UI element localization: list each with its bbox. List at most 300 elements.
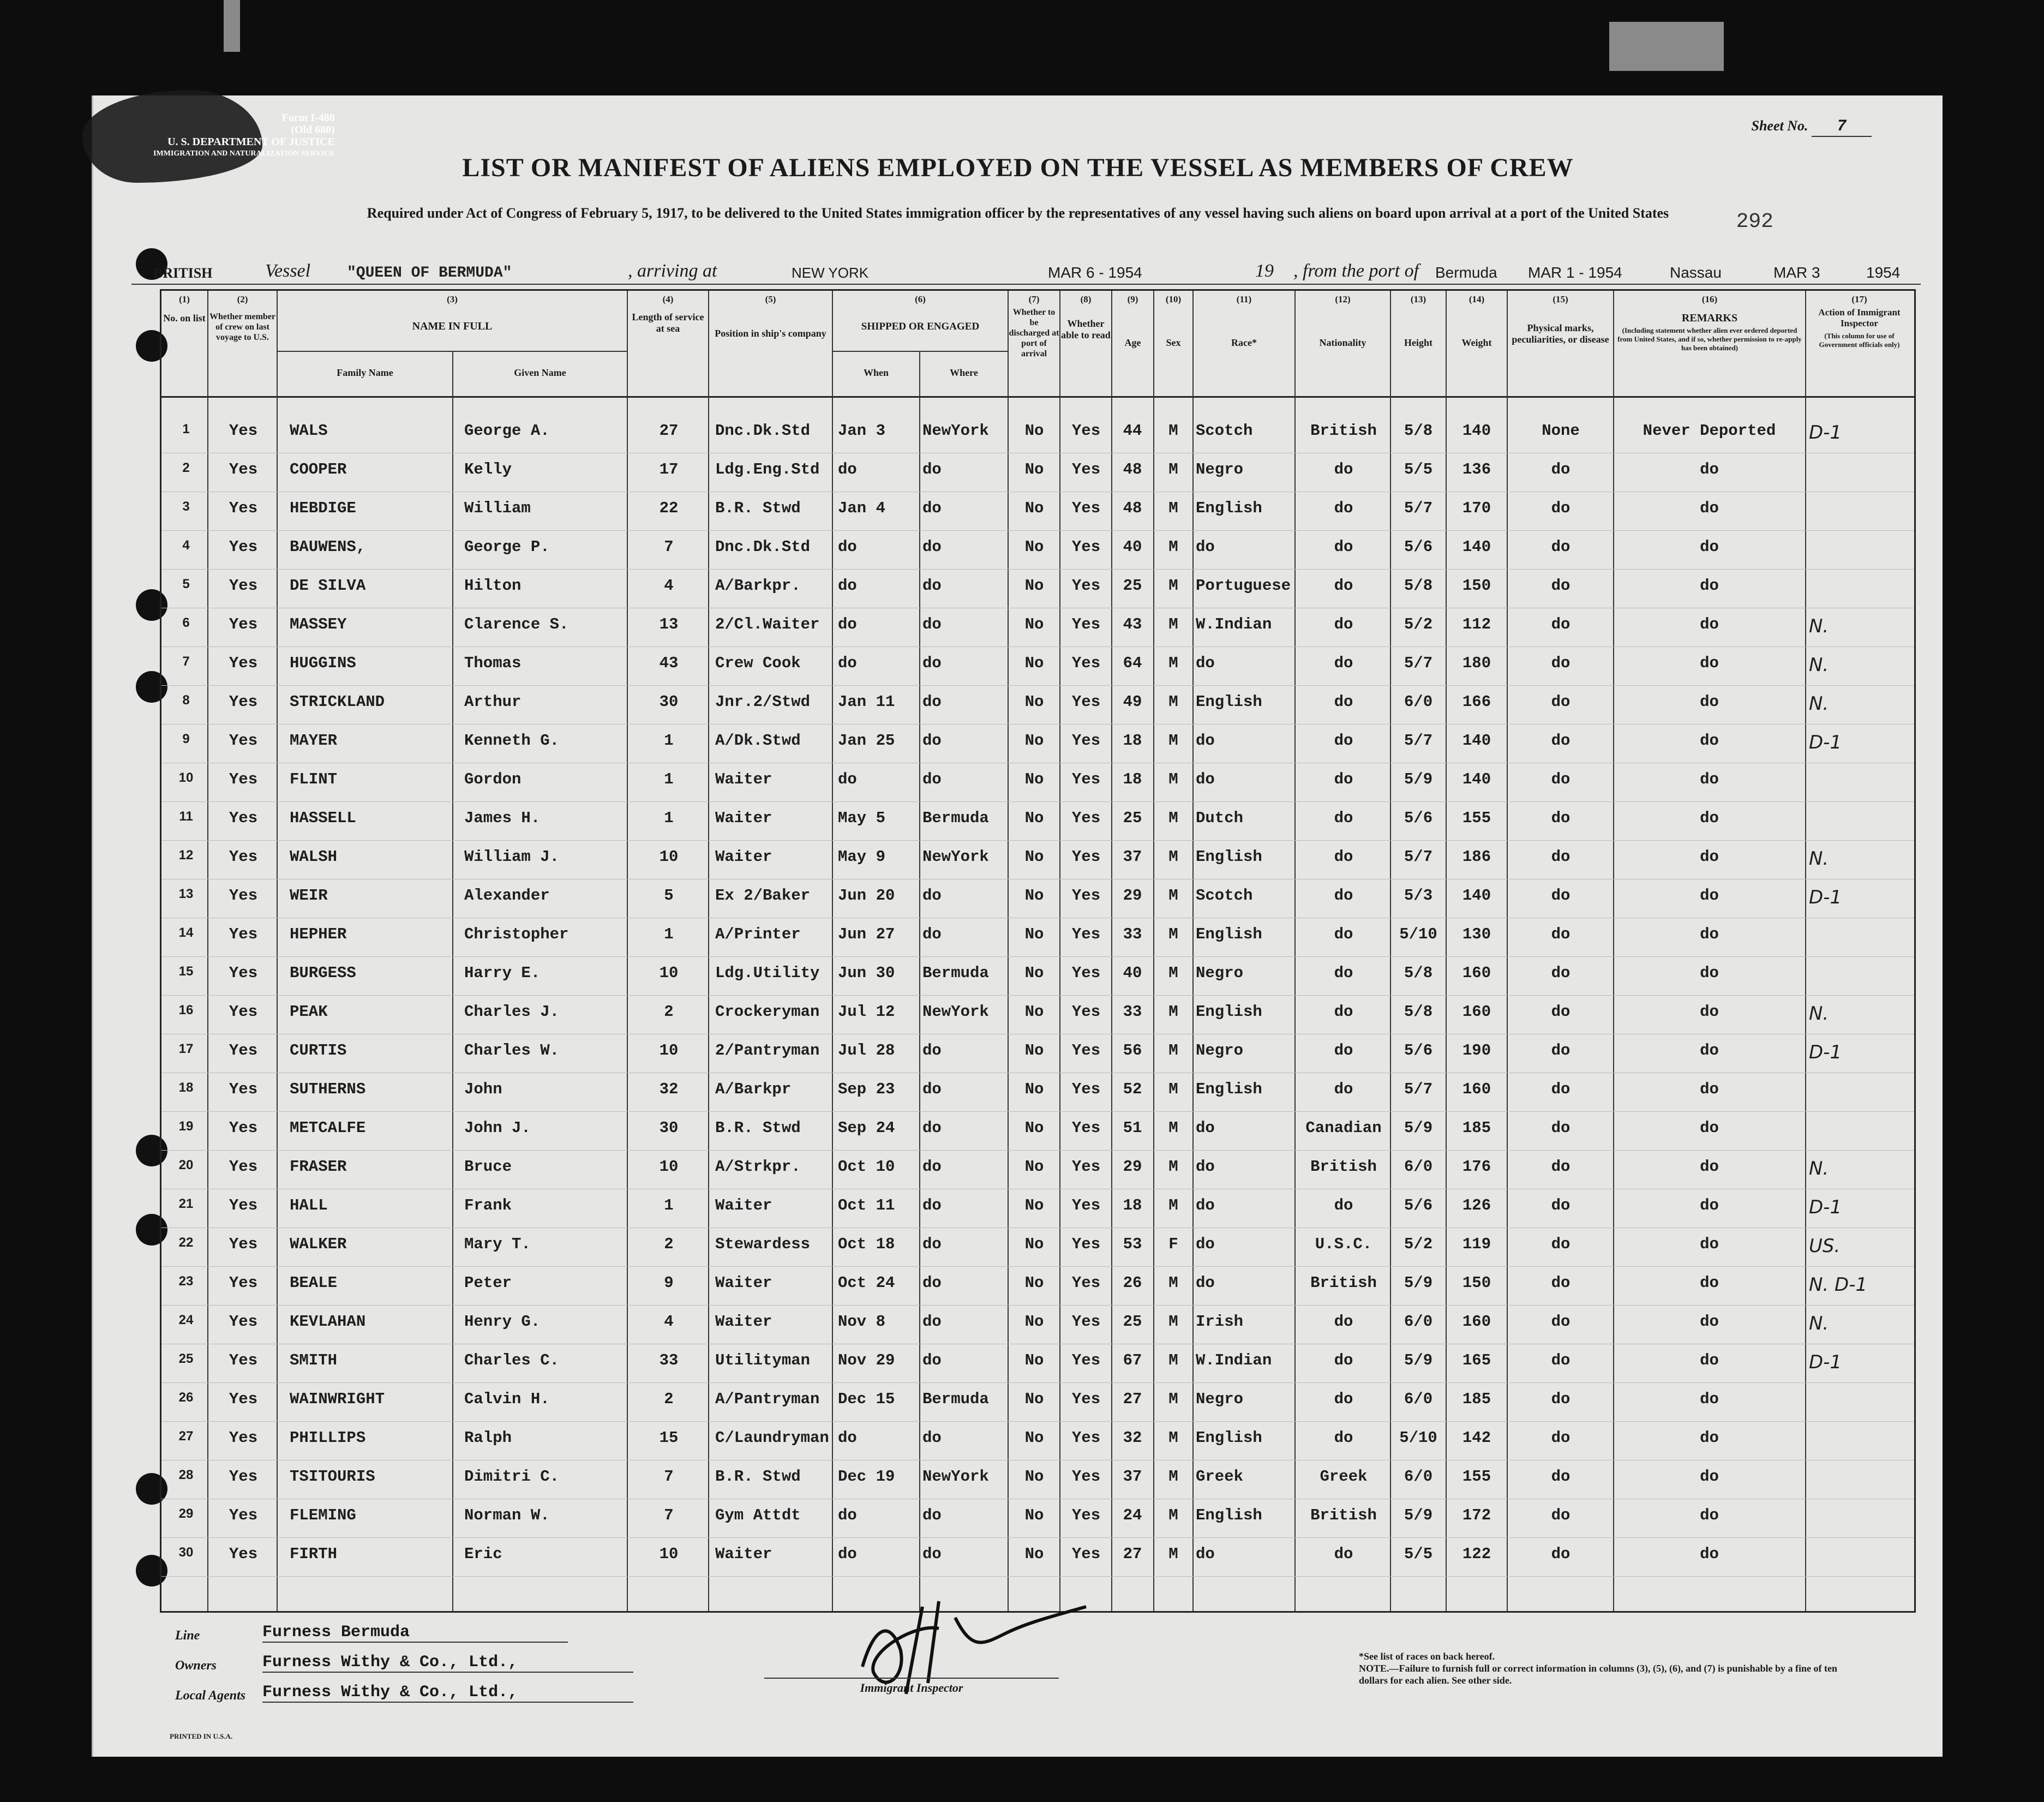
service-cell: 7	[664, 1506, 674, 1524]
col-header-action: Action of Immigrant Inspector	[1818, 307, 1901, 328]
column-rule	[1613, 291, 1614, 1611]
remarks-cell: do	[1700, 770, 1719, 788]
family-name-cell: COOPER	[290, 460, 347, 478]
shipped-when-cell: Jul 12	[838, 1003, 895, 1021]
sex-cell: M	[1168, 1119, 1178, 1137]
race-cell: English	[1196, 1506, 1262, 1524]
shipped-when-cell: Dec 19	[838, 1468, 895, 1486]
service-cell: 2	[664, 1003, 674, 1021]
discharge-cell: No	[1024, 499, 1044, 517]
given-name-cell: Frank	[464, 1196, 512, 1214]
service-cell: 1	[664, 1196, 674, 1214]
marks-cell: do	[1551, 654, 1571, 672]
height-cell: 5/9	[1404, 770, 1433, 788]
shipped-when-cell: Jan 11	[838, 693, 895, 711]
weight-cell: 160	[1462, 1003, 1491, 1021]
nationality-cell: do	[1334, 538, 1353, 556]
given-name-cell: Ralph	[464, 1429, 512, 1447]
penalty-note: NOTE.—Failure to furnish full or correct information in columns (3), (5), (6), and (7) is punishable by a fine of ten dollars for each alien. See other side.	[1359, 1663, 1838, 1686]
race-cell: English	[1196, 848, 1262, 866]
sex-cell: M	[1168, 1429, 1178, 1447]
marks-cell: do	[1551, 848, 1571, 866]
shipped-where-cell: do	[922, 1158, 942, 1176]
height-cell: 5/10	[1399, 925, 1437, 943]
position-cell: A/Printer	[715, 925, 801, 943]
row-number: 16	[178, 1003, 194, 1017]
given-name-cell: Christopher	[464, 925, 569, 943]
discharge-cell: No	[1024, 1545, 1044, 1563]
crew-cell: Yes	[229, 577, 258, 595]
height-cell: 5/9	[1404, 1506, 1433, 1524]
family-name-cell: KEVLAHAN	[290, 1313, 366, 1331]
col-header-position: Position in ship's company	[715, 328, 826, 339]
sex-cell: M	[1168, 887, 1178, 905]
second-date: MAR 3	[1773, 264, 1820, 281]
row-number: 12	[178, 848, 194, 863]
given-name-cell: Thomas	[464, 654, 522, 672]
arriving-label: , arriving at	[628, 261, 717, 281]
remarks-cell: do	[1700, 615, 1719, 633]
marks-cell: do	[1551, 1506, 1571, 1524]
shipped-when-cell: do	[838, 1506, 857, 1524]
shipped-when-cell: Dec 15	[838, 1390, 895, 1408]
column-rule	[1192, 291, 1194, 1611]
read-cell: Yes	[1071, 654, 1101, 672]
service-cell: 17	[659, 460, 679, 478]
race-cell: Dutch	[1196, 809, 1244, 827]
shipped-where-cell: Bermuda	[922, 809, 989, 827]
row-number: 24	[178, 1313, 194, 1327]
position-cell: A/Dk.Stwd	[715, 732, 801, 750]
marks-cell: do	[1551, 1196, 1571, 1214]
age-cell: 49	[1123, 693, 1142, 711]
discharge-cell: No	[1024, 887, 1044, 905]
shipped-where-cell: do	[922, 732, 942, 750]
remarks-cell: do	[1700, 887, 1719, 905]
weight-cell: 142	[1462, 1429, 1491, 1447]
race-cell: do	[1196, 1119, 1215, 1137]
weight-cell: 176	[1462, 1158, 1491, 1176]
column-rule	[1507, 291, 1508, 1611]
given-name-cell: James H.	[464, 809, 541, 827]
family-name-cell: DE SILVA	[290, 577, 366, 595]
given-name-cell: George P.	[464, 538, 550, 556]
row-rule	[161, 1576, 1914, 1577]
marks-cell: do	[1551, 925, 1571, 943]
height-cell: 5/7	[1404, 654, 1433, 672]
read-cell: Yes	[1071, 1196, 1101, 1214]
marks-cell: None	[1542, 422, 1580, 440]
service-cell: 2	[664, 1390, 674, 1408]
given-name-cell: Bruce	[464, 1158, 512, 1176]
column-rule	[832, 291, 833, 1611]
sex-cell: M	[1168, 770, 1178, 788]
sex-cell: M	[1168, 1468, 1178, 1486]
age-cell: 37	[1123, 848, 1142, 866]
remarks-cell: do	[1700, 1390, 1719, 1408]
race-cell: Greek	[1196, 1468, 1244, 1486]
sex-cell: M	[1168, 1196, 1178, 1214]
age-cell: 25	[1123, 809, 1142, 827]
position-cell: Dnc.Dk.Std	[715, 422, 811, 440]
sex-cell: M	[1168, 1545, 1178, 1563]
row-rule	[161, 1150, 1914, 1151]
remarks-cell: do	[1700, 809, 1719, 827]
from-label: , from the port of	[1293, 261, 1419, 281]
given-name-cell: Norman W.	[464, 1506, 550, 1524]
col-header-action-sub: (This column for use of Government officials only)	[1819, 332, 1900, 349]
nationality-cell: do	[1334, 1041, 1353, 1059]
age-cell: 48	[1123, 460, 1142, 478]
action-cell: N.	[1809, 654, 1829, 676]
marks-cell: do	[1551, 1274, 1571, 1292]
shipped-where-cell: do	[922, 1313, 942, 1331]
owners-label: Owners	[175, 1659, 217, 1673]
shipped-when-cell: Jul 28	[838, 1041, 895, 1059]
position-cell: Waiter	[715, 848, 772, 866]
crew-cell: Yes	[229, 964, 258, 982]
service-cell: 1	[664, 732, 674, 750]
remarks-cell: do	[1700, 1313, 1719, 1331]
nationality-cell: do	[1334, 1545, 1353, 1563]
age-cell: 64	[1123, 654, 1142, 672]
family-name-cell: BAUWENS,	[290, 538, 366, 556]
nationality-cell: do	[1334, 1003, 1353, 1021]
read-cell: Yes	[1071, 848, 1101, 866]
read-cell: Yes	[1071, 1506, 1101, 1524]
weight-cell: 160	[1462, 1080, 1491, 1098]
family-name-cell: SUTHERNS	[290, 1080, 366, 1098]
weight-cell: 140	[1462, 422, 1491, 440]
row-number: 13	[178, 887, 194, 901]
column-rule	[708, 291, 709, 1611]
row-number: 6	[182, 615, 190, 630]
family-name-cell: HALL	[290, 1196, 328, 1214]
discharge-cell: No	[1024, 1351, 1044, 1369]
age-cell: 26	[1123, 1274, 1142, 1292]
nationality-cell: do	[1334, 615, 1353, 633]
weight-cell: 166	[1462, 693, 1491, 711]
service-cell: 4	[664, 577, 674, 595]
remarks-cell: do	[1700, 693, 1719, 711]
discharge-cell: No	[1024, 460, 1044, 478]
nationality-cell: do	[1334, 654, 1353, 672]
family-name-cell: TSITOURIS	[290, 1468, 375, 1486]
service-cell: 10	[659, 1158, 679, 1176]
weight-cell: 160	[1462, 1313, 1491, 1331]
row-number: 21	[178, 1196, 194, 1211]
action-cell: D-1	[1809, 422, 1842, 444]
crew-cell: Yes	[229, 1119, 258, 1137]
read-cell: Yes	[1071, 770, 1101, 788]
crew-cell: Yes	[229, 693, 258, 711]
height-cell: 5/7	[1404, 499, 1433, 517]
read-cell: Yes	[1071, 615, 1101, 633]
nationality-cell: do	[1334, 925, 1353, 943]
crew-cell: Yes	[229, 1196, 258, 1214]
action-cell: N.	[1809, 693, 1829, 715]
age-cell: 48	[1123, 499, 1142, 517]
discharge-cell: No	[1024, 925, 1044, 943]
given-name-cell: John J.	[464, 1119, 531, 1137]
weight-cell: 165	[1462, 1351, 1491, 1369]
family-name-cell: HEPHER	[290, 925, 347, 943]
position-cell: A/Barkpr	[715, 1080, 792, 1098]
discharge-cell: No	[1024, 1390, 1044, 1408]
discharge-cell: No	[1024, 654, 1044, 672]
sex-cell: M	[1168, 499, 1178, 517]
remarks-cell: do	[1700, 654, 1719, 672]
position-cell: A/Barkpr.	[715, 577, 801, 595]
column-rule	[1446, 291, 1447, 1611]
col-header-read: Whether able to read	[1061, 318, 1111, 340]
col-num: (12)	[1335, 294, 1351, 304]
race-cell: English	[1196, 1080, 1262, 1098]
service-cell: 1	[664, 809, 674, 827]
read-cell: Yes	[1071, 1390, 1101, 1408]
race-cell: do	[1196, 1274, 1215, 1292]
nationality-cell: do	[1334, 1390, 1353, 1408]
marks-cell: do	[1551, 809, 1571, 827]
marks-cell: do	[1551, 460, 1571, 478]
nationality-cell: U.S.C.	[1315, 1235, 1372, 1253]
sex-cell: M	[1168, 615, 1178, 633]
column-rule	[1111, 291, 1112, 1611]
remarks-cell: do	[1700, 1235, 1719, 1253]
family-name-cell: STRICKLAND	[290, 693, 385, 711]
sheet-value: 7	[1812, 117, 1872, 137]
position-cell: Waiter	[715, 1313, 772, 1331]
given-name-cell: Kenneth G.	[464, 732, 560, 750]
sex-cell: M	[1168, 1003, 1178, 1021]
remarks-cell: do	[1700, 1545, 1719, 1563]
remarks-cell: do	[1700, 1274, 1719, 1292]
marks-cell: do	[1551, 1545, 1571, 1563]
weight-cell: 155	[1462, 809, 1491, 827]
column-rule	[1008, 291, 1009, 1611]
discharge-cell: No	[1024, 422, 1044, 440]
position-cell: Dnc.Dk.Std	[715, 538, 811, 556]
read-cell: Yes	[1071, 1158, 1101, 1176]
column-rule	[1390, 291, 1391, 1611]
position-cell: 2/Cl.Waiter	[715, 615, 820, 633]
sex-cell: M	[1168, 848, 1178, 866]
age-cell: 18	[1123, 1196, 1142, 1214]
row-number: 20	[178, 1158, 194, 1172]
race-cell: do	[1196, 1235, 1215, 1253]
col-num: (6)	[915, 294, 926, 304]
col-header-service: Length of service at sea	[632, 312, 704, 334]
given-name-cell: Arthur	[464, 693, 522, 711]
footer	[93, 1618, 1943, 1754]
department: U. S. DEPARTMENT OF JUSTICE	[167, 136, 335, 148]
position-cell: Waiter	[715, 1196, 772, 1214]
col-num: (16)	[1701, 294, 1718, 304]
row-rule	[161, 724, 1914, 725]
age-cell: 18	[1123, 770, 1142, 788]
shipped-when-cell: Oct 10	[838, 1158, 895, 1176]
sex-cell: M	[1168, 1041, 1178, 1059]
vessel-line	[131, 254, 1921, 285]
page-title: LIST OR MANIFEST OF ALIENS EMPLOYED ON THE VESSEL AS MEMBERS OF CREW	[462, 153, 1574, 182]
crew-cell: Yes	[229, 654, 258, 672]
manifest-sheet	[92, 95, 1943, 1757]
crew-cell: Yes	[229, 1390, 258, 1408]
shipped-where-cell: do	[922, 460, 942, 478]
col-header-weight: Weight	[1461, 337, 1492, 348]
race-cell: Negro	[1196, 460, 1244, 478]
given-name-cell: George A.	[464, 422, 550, 440]
line-label: Line	[175, 1629, 200, 1643]
stamp-number: 292	[1736, 210, 1773, 234]
height-cell: 5/9	[1404, 1351, 1433, 1369]
crew-cell: Yes	[229, 887, 258, 905]
nationality-cell: British	[1310, 1506, 1377, 1524]
col-header-remarks: REMARKS	[1681, 312, 1738, 324]
sex-cell: M	[1168, 1313, 1178, 1331]
service-cell: 15	[659, 1429, 679, 1447]
sex-cell: M	[1168, 693, 1178, 711]
shipped-when-cell: do	[838, 615, 857, 633]
row-number: 11	[179, 809, 193, 824]
read-cell: Yes	[1071, 1351, 1101, 1369]
discharge-cell: No	[1024, 770, 1044, 788]
weight-cell: 130	[1462, 925, 1491, 943]
age-cell: 40	[1123, 964, 1142, 982]
shipped-where-cell: do	[922, 1545, 942, 1563]
height-cell: 6/0	[1404, 1158, 1433, 1176]
position-cell: Waiter	[715, 1274, 772, 1292]
discharge-cell: No	[1024, 1196, 1044, 1214]
position-cell: Utilityman	[715, 1351, 811, 1369]
family-name-cell: HASSELL	[290, 809, 356, 827]
height-cell: 5/5	[1404, 460, 1433, 478]
form-number: Form I-480	[281, 112, 335, 124]
row-number: 29	[178, 1506, 194, 1521]
action-cell: N.	[1809, 1003, 1829, 1025]
weight-cell: 190	[1462, 1041, 1491, 1059]
nationality-cell: do	[1334, 460, 1353, 478]
service-cell: 5	[664, 887, 674, 905]
shipped-where-cell: do	[922, 770, 942, 788]
races-note: *See list of races on back hereof.	[1359, 1651, 1495, 1662]
age-cell: 33	[1123, 925, 1142, 943]
col-num: (4)	[662, 294, 674, 304]
nationality-cell: do	[1334, 1351, 1353, 1369]
col-header-no: No. on list	[163, 313, 206, 324]
column-rule	[1059, 291, 1060, 1611]
height-cell: 5/7	[1404, 848, 1433, 866]
col-header-marks: Physical marks, peculiarities, or disease	[1512, 322, 1609, 345]
shipped-where-cell: Bermuda	[922, 1390, 989, 1408]
row-number: 23	[178, 1274, 194, 1289]
row-rule	[161, 1111, 1914, 1112]
family-name-cell: FLINT	[290, 770, 338, 788]
shipped-when-cell: do	[838, 460, 857, 478]
read-cell: Yes	[1071, 422, 1101, 440]
crew-cell: Yes	[229, 732, 258, 750]
family-name-cell: WALSH	[290, 848, 338, 866]
shipped-where-cell: do	[922, 1351, 942, 1369]
col-num: (3)	[447, 294, 458, 304]
position-cell: Jnr.2/Stwd	[715, 693, 811, 711]
family-name-cell: FIRTH	[290, 1545, 338, 1563]
read-cell: Yes	[1071, 460, 1101, 478]
crew-cell: Yes	[229, 422, 258, 440]
service-cell: 33	[659, 1351, 679, 1369]
height-cell: 5/3	[1404, 887, 1433, 905]
service-cell: 4	[664, 1313, 674, 1331]
discharge-cell: No	[1024, 1158, 1044, 1176]
nationality-cell: British	[1310, 1158, 1377, 1176]
nationality-cell: do	[1334, 887, 1353, 905]
service-cell: 10	[659, 848, 679, 866]
row-number: 17	[178, 1041, 194, 1056]
col-header-age: Age	[1124, 337, 1141, 348]
shipped-where-cell: do	[922, 615, 942, 633]
column-rule	[277, 291, 278, 1611]
row-number: 18	[178, 1080, 194, 1095]
inspector-label: Immigrant Inspector	[764, 1678, 1059, 1695]
age-cell: 56	[1123, 1041, 1142, 1059]
remarks-cell: do	[1700, 1041, 1719, 1059]
height-cell: 5/8	[1404, 577, 1433, 595]
row-number: 19	[178, 1119, 194, 1134]
second-port: Nassau	[1670, 264, 1722, 281]
given-name-cell: Harry E.	[464, 964, 541, 982]
scanner-tab-left	[224, 0, 240, 52]
col-num: (5)	[765, 294, 776, 304]
service-cell: 1	[664, 925, 674, 943]
agents-value: Furness Withy & Co., Ltd.,	[262, 1683, 633, 1703]
crew-cell: Yes	[229, 1235, 258, 1253]
shipped-when-cell: Nov 29	[838, 1351, 895, 1369]
height-cell: 5/7	[1404, 1080, 1433, 1098]
row-number: 28	[178, 1468, 194, 1482]
crew-cell: Yes	[229, 1041, 258, 1059]
nationality-cell: Greek	[1320, 1468, 1368, 1486]
crew-cell: Yes	[229, 1468, 258, 1486]
col-num: (13)	[1410, 294, 1426, 304]
read-cell: Yes	[1071, 1429, 1101, 1447]
position-cell: Ldg.Utility	[715, 964, 820, 982]
discharge-cell: No	[1024, 1080, 1044, 1098]
height-cell: 5/5	[1404, 1545, 1433, 1563]
marks-cell: do	[1551, 1158, 1571, 1176]
shipped-when-cell: Jun 27	[838, 925, 895, 943]
col-header-when: When	[863, 367, 889, 378]
given-name-cell: Mary T.	[464, 1235, 531, 1253]
row-number: 7	[182, 654, 190, 669]
height-cell: 5/2	[1404, 615, 1433, 633]
discharge-cell: No	[1024, 848, 1044, 866]
shipped-where-cell: do	[922, 1506, 942, 1524]
height-cell: 5/8	[1404, 964, 1433, 982]
age-cell: 43	[1123, 615, 1142, 633]
col-header-where: Where	[950, 367, 978, 378]
given-name-cell: Peter	[464, 1274, 512, 1292]
sex-cell: M	[1168, 538, 1178, 556]
row-number: 22	[178, 1235, 194, 1250]
col-header-sex: Sex	[1166, 337, 1181, 348]
owners-value: Furness Withy & Co., Ltd.,	[262, 1653, 633, 1673]
age-cell: 27	[1123, 1390, 1142, 1408]
shipped-when-cell: Jun 30	[838, 964, 895, 982]
position-cell: A/Strkpr.	[715, 1158, 801, 1176]
remarks-cell: do	[1700, 1506, 1719, 1524]
marks-cell: do	[1551, 1468, 1571, 1486]
col-num: (2)	[237, 294, 248, 304]
